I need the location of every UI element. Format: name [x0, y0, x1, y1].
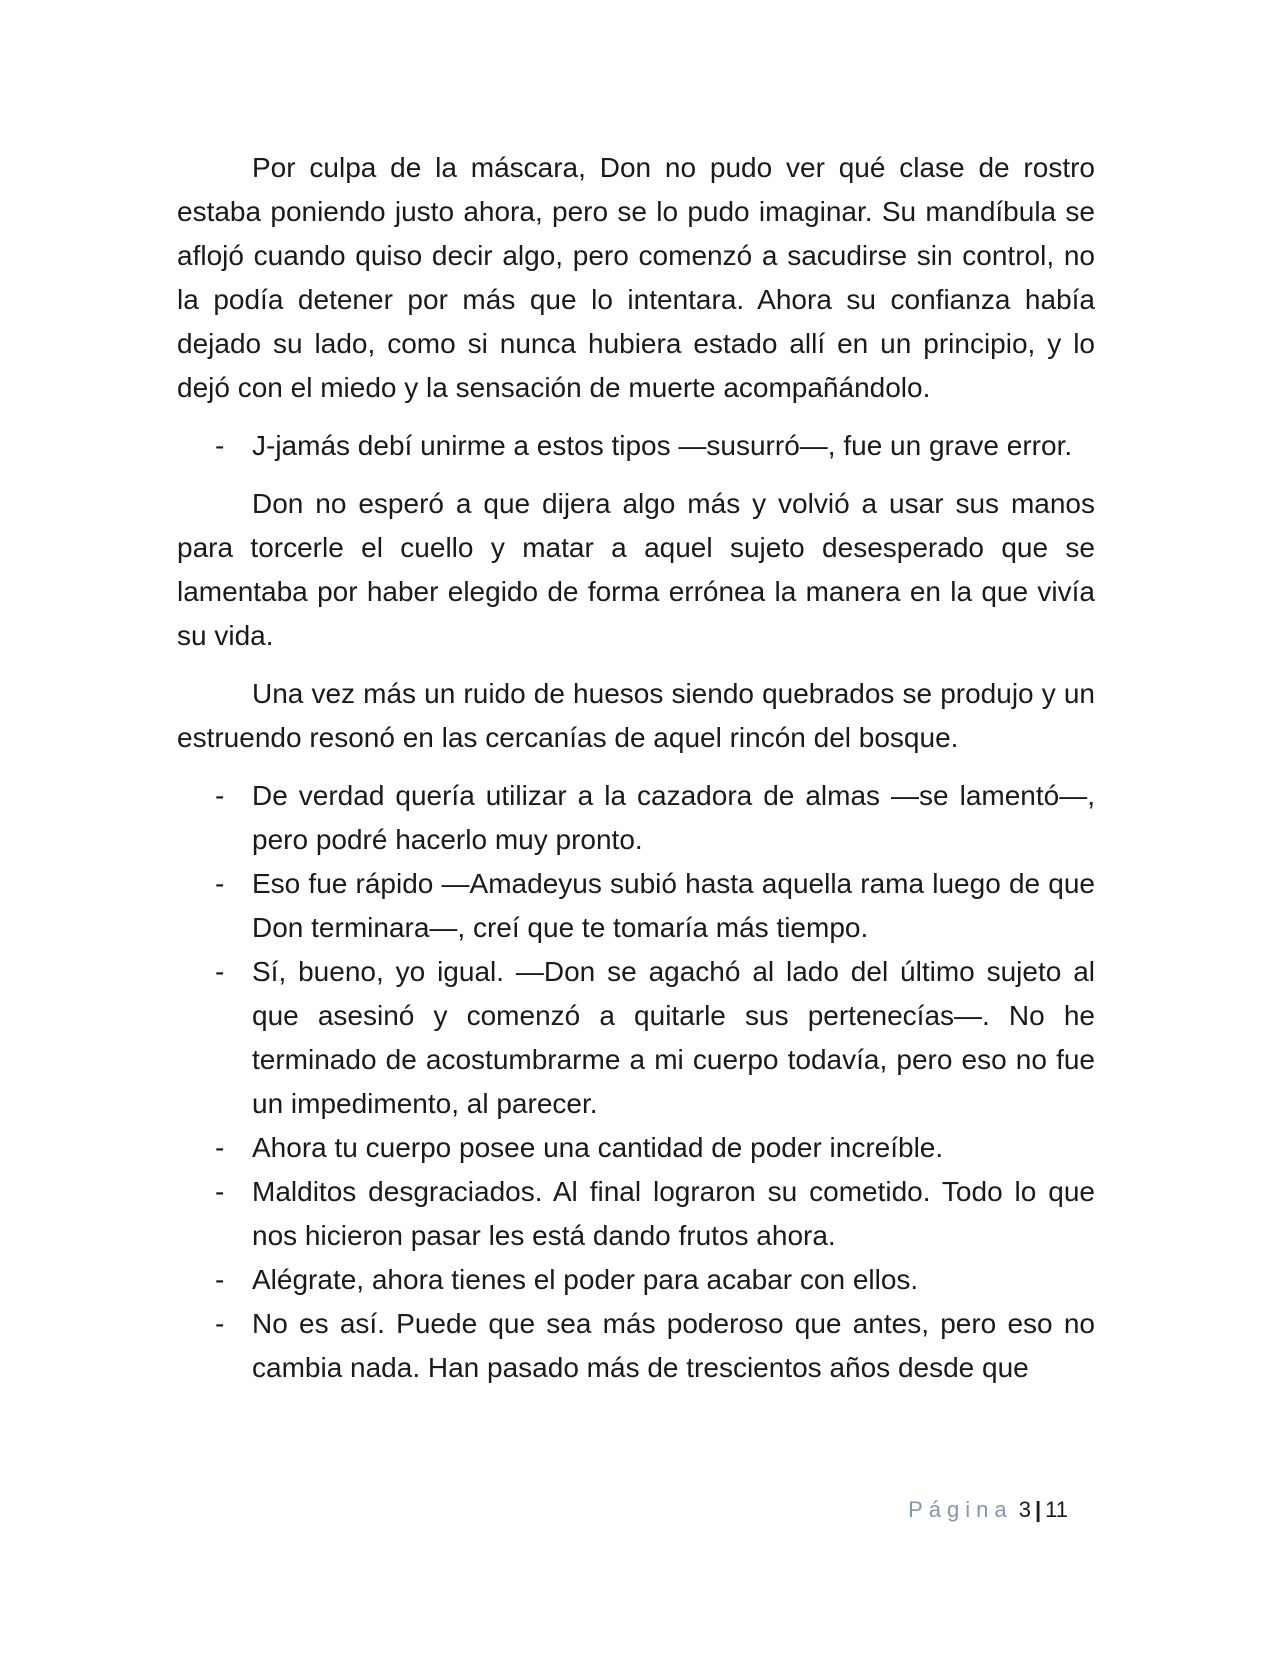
page-separator: | — [1035, 1497, 1042, 1522]
dialogue-text: De verdad quería utilizar a la cazadora de almas —se lamentó—, pero podré hacerlo muy pronto. — [252, 780, 1095, 855]
dialogue-line — [177, 862, 1095, 950]
page-number: 3 — [1018, 1497, 1031, 1522]
dialogue-line — [177, 1170, 1095, 1258]
dialogue-dash: - — [215, 1132, 225, 1163]
dialogue-dash: - — [215, 780, 225, 811]
paragraph: Don no esperó a que dijera algo más y volvió a usar sus manos para torcerle el cuello y matar a aquel sujeto desesperado que se lamentaba por haber elegido de forma errónea la manera en la que vivía su vida. — [177, 488, 1095, 651]
dialogue-list — [177, 774, 1095, 1390]
paragraph: Una vez más un ruido de huesos siendo quebrados se produjo y un estruendo resonó en las cercanías de aquel rincón del bosque. — [177, 678, 1095, 753]
dialogue-text: Ahora tu cuerpo posee una cantidad de poder increíble. — [252, 1132, 944, 1163]
dialogue-list — [177, 424, 1095, 468]
dialogue-text: J-jamás debí unirme a estos tipos —susurró—, fue un grave error. — [252, 430, 1073, 461]
dialogue-dash: - — [215, 1176, 225, 1207]
dialogue-line — [177, 1258, 1095, 1302]
page-label: Página — [908, 1497, 1013, 1522]
page-footer — [0, 1496, 1068, 1524]
paragraph: Por culpa de la máscara, Don no pudo ver qué clase de rostro estaba poniendo justo ahora, pero se lo pudo imaginar. Su mandíbula se aflojó cuando quiso decir algo, pero comenzó a sacudirse sin control, no la podía detener por más que lo intentara. Ahora su confianza había dejado su lado, como si nunca hubiera estado allí en un principio, y lo dejó con el miedo y la sensación de muerte acompañándolo. — [177, 152, 1095, 403]
dialogue-text: Alégrate, ahora tienes el poder para acabar con ellos. — [252, 1264, 919, 1295]
page-total: 11 — [1045, 1497, 1068, 1522]
dialogue-dash: - — [215, 868, 225, 899]
dialogue-line — [177, 1302, 1095, 1390]
dialogue-line — [177, 774, 1095, 862]
dialogue-dash: - — [215, 1264, 225, 1295]
dialogue-line — [177, 424, 1095, 468]
dialogue-line — [177, 950, 1095, 1126]
dialogue-text: Malditos desgraciados. Al final lograron su cometido. Todo lo que nos hicieron pasar les está dando frutos ahora. — [252, 1176, 1095, 1251]
dialogue-line — [177, 1126, 1095, 1170]
dialogue-dash: - — [215, 1308, 225, 1339]
dialogue-dash: - — [215, 430, 225, 461]
dialogue-dash: - — [215, 956, 225, 987]
dialogue-text: Eso fue rápido —Amadeyus subió hasta aquella rama luego de que Don terminara—, creí que te tomaría más tiempo. — [252, 868, 1095, 943]
dialogue-text: Sí, bueno, yo igual. —Don se agachó al lado del último sujeto al que asesinó y comenzó a quitarle sus pertenecías—. No he terminado de acostumbrarme a mi cuerpo todavía, pero eso no fue un impedimento, al parecer. — [252, 956, 1095, 1119]
dialogue-text: No es así. Puede que sea más poderoso que antes, pero eso no cambia nada. Han pasado más de trescientos años desde que — [252, 1308, 1095, 1383]
document-page — [177, 146, 1095, 1404]
